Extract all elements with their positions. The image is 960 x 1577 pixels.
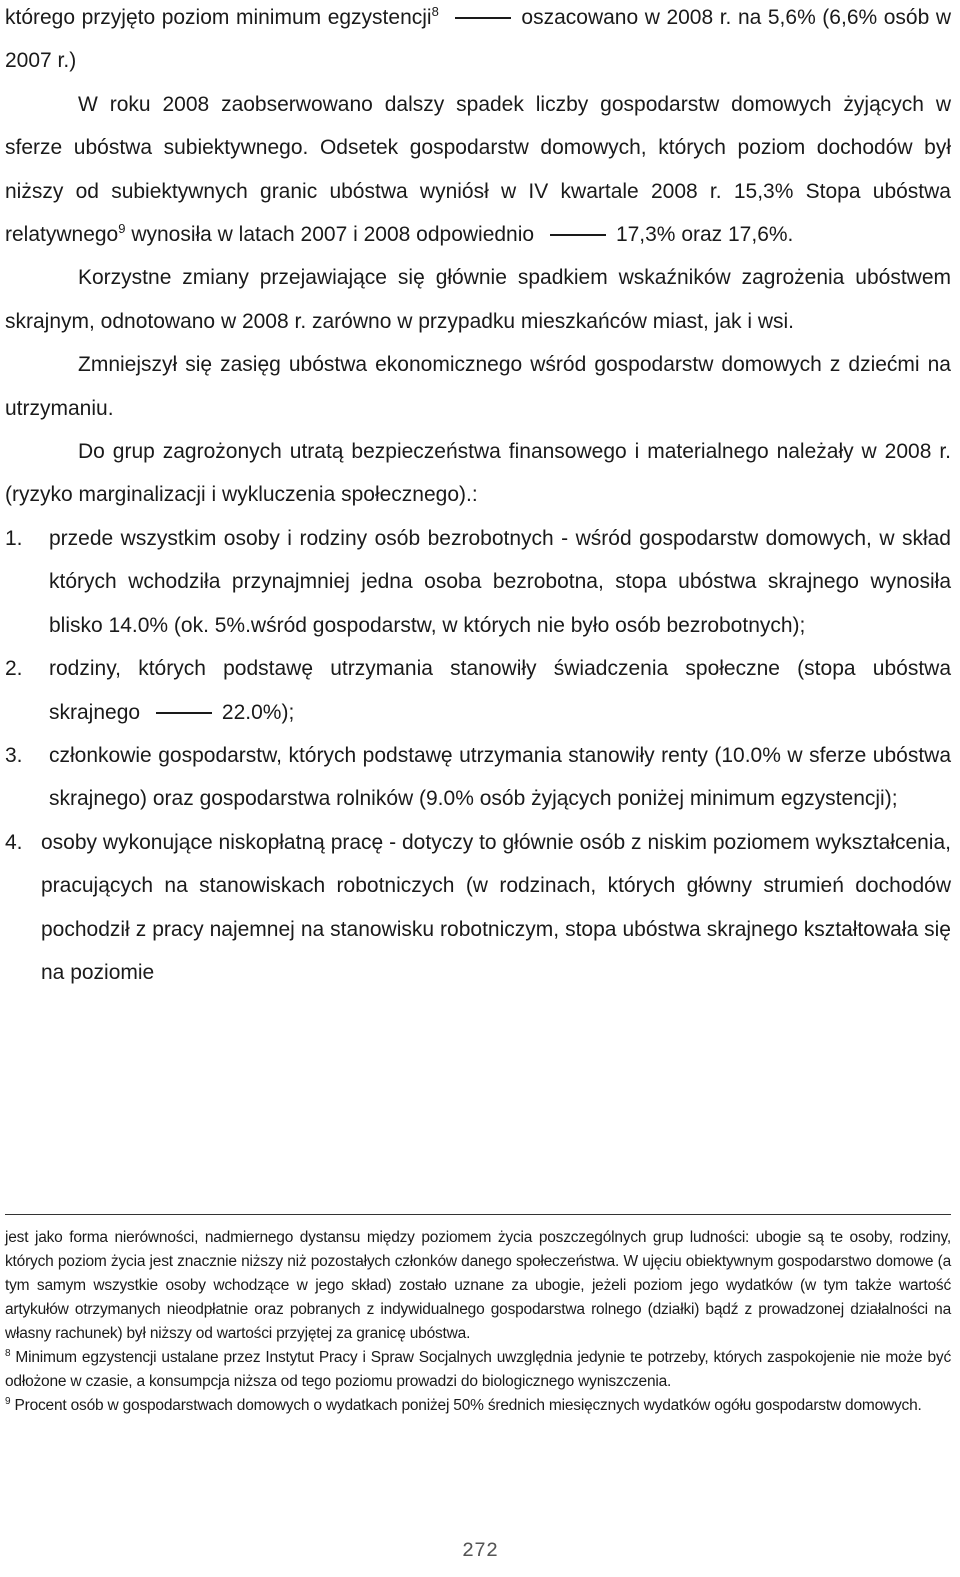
em-dash [455,17,511,19]
footnote-9-text: Procent osób w gospodarstwach domowych o wydatkach poniżej 50% średnich miesięcznych wydatków ogółu gospodarstw domowych. [14,1397,922,1414]
list-text: członkowie gospodarstw, których podstawę utrzymania stanowiły renty (10.0% w sferze ubóstwa skrajnego) oraz gospodarstwa rolników (9.0% osób żyjących poniżej minimum egzystencji); [49,743,951,811]
footnote-9 [5,1394,951,1418]
em-dash [550,234,606,236]
list-number: 3. [5,743,23,767]
paragraph-2-text-a: W roku 2008 zaobserwowano dalszy spadek liczby gospodarstw domowych żyjących w sferze ubóstwa subiektywnego. Odsetek gospodarstw domowych, których poziom dochodów był niższy od subiektywnych granic ubóstwa wyniósł w IV kwartale 2008 r. 15,3% Stopa ubóstwa relatywnego [5,92,951,247]
footnote-8-text: Minimum egzystencji ustalane przez Instytut Pracy i Spraw Socjalnych uwzględnia jedynie te potrzeby, których zaspokojenie nie może być odłożone w czasie, a konsumpcja niższa od tego poziomu prowadzi do biologicznego wyniszczenia. [5,1349,951,1390]
list-text [49,647,951,734]
paragraph-5: Do grup zagrożonych utratą bezpieczeństwa finansowego i materialnego należały w 2008 r. (ryzyko marginalizacji i wykluczenia społecznego).: [5,440,951,507]
list-text-b: 22.0%); [221,700,295,724]
list-number: 4. [5,830,23,854]
list-item [5,821,951,995]
paragraph-4: Zmniejszył się zasięg ubóstwa ekonomicznego wśród gospodarstw domowych z dziećmi na utrzymaniu. [5,353,951,420]
list-item [5,734,951,821]
paragraph-1-text-a: którego przyjęto poziom minimum egzystencji [5,6,432,29]
paragraph-2-text-b: wynosiła w latach 2007 i 2008 odpowiednio [131,223,535,247]
list-text: osoby wykonujące niskopłatną pracę - dotyczy to głównie osób z niskim poziomem wykształcenia, pracujących na stanowiskach robotniczych (w rodzinach, których główny strumień dochodów pochodził z pracy najemnej na stanowisku robotniczym, stopa ubóstwa skrajnego kształtowała się na poziomie [41,830,951,984]
document-body [5,0,951,994]
list-text: przede wszystkim osoby i rodziny osób bezrobotnych - wśród gospodarstw domowych, w skład których wchodziła przynajmniej jedna osoba bezrobotna, stopa ubóstwa skrajnego wynosiła blisko 14.0% (ok. 5%.wśród gospodarstw, w których nie było osób bezrobotnych); [49,526,951,637]
footnote-separator [5,1214,951,1215]
footnote-9-number: 9 [5,1395,11,1407]
page-number: 272 [461,1540,498,1563]
footnotes [5,1226,951,1418]
paragraph-1 [5,0,951,83]
footnote-ref-8: 8 [431,4,439,19]
paragraph-1-text-b: oszacowano w 2008 r. na 5,6% (6,6% osób w 2007 r.) [5,6,951,73]
em-dash [156,712,212,714]
list-item [5,647,951,734]
list-item [5,517,951,647]
paragraph-3: Korzystne zmiany przejawiające się głównie spadkiem wskaźników zagrożenia ubóstwem skrajnym, odnotowano w 2008 r. zarówno w przypadku mieszkańców miast, jak i wsi. [5,266,951,333]
list-text-a: rodziny, których podstawę utrzymania stanowiły świadczenia społeczne (stopa ubóstwa skrajnego [49,657,951,724]
footnote-ref-9: 9 [118,221,126,237]
footnote-8-number: 8 [5,1347,11,1359]
footnote-continuation: jest jako forma nierówności, nadmiernego dystansu między poziomem życia poszczególnych grup ludności: ubogie są te osoby, rodziny, których poziom życia jest znacznie niższy niż pozostałych członków danego społeczeństwa. W ujęciu obiektywnym gospodarstwo domowe (a tym samym wszystkie osoby wchodzące w jego skład) zostało uznane za ubogie, jeżeli poziom jego wydatków (w tym także wartość artykułów otrzymanych nieodpłatnie oraz pobranych z indywidualnego gospodarstwa rolnego (działki) bądź z prowadzonej działalności na własny rachunek) był niższy od wartości przyjętej za granicę ubóstwa. [5,1229,951,1342]
paragraph-2-text-c: 17,3% oraz 17,6%. [615,223,794,247]
list-number: 1. [5,526,23,550]
footnote-8 [5,1346,951,1394]
paragraph-2 [5,83,951,257]
list-number: 2. [5,657,23,681]
